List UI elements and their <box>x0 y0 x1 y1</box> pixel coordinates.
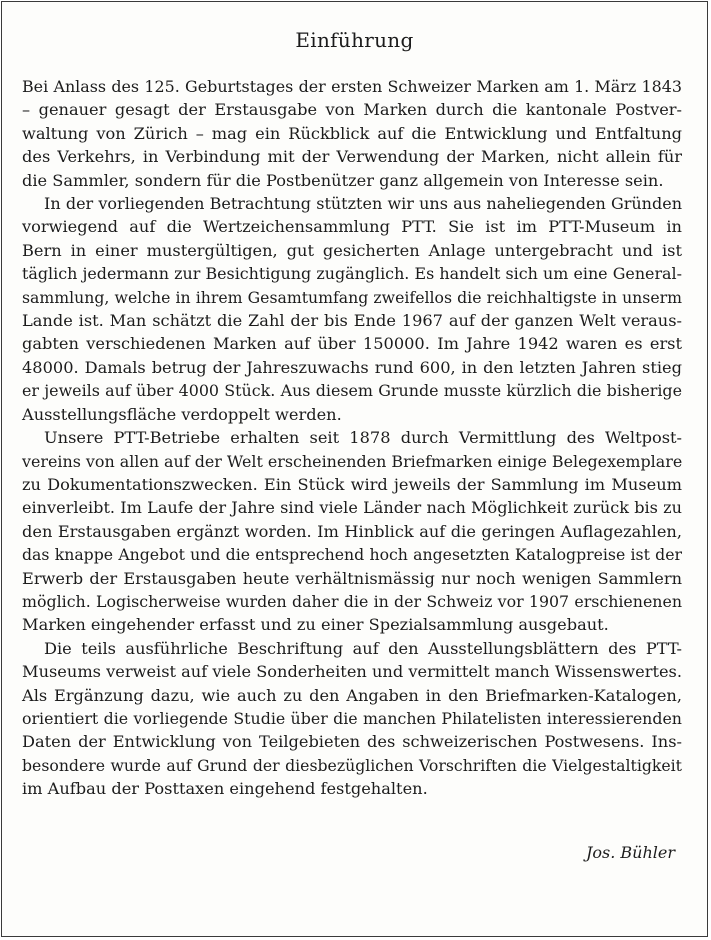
paragraph <box>22 637 682 801</box>
text-line: 48000. Damals betrug der Jahreszuwachs rund 600, in den letzten Jahren stieg <box>22 357 682 377</box>
text-line: vorwiegend auf die Wertzeichensammlung PTT. Sie ist im PTT-Museum in <box>22 217 682 237</box>
text-line: Lande ist. Man schätzt die Zahl der bis Ende 1967 auf der ganzen Welt veraus- <box>22 311 682 331</box>
paragraph <box>22 426 682 637</box>
text-line: orientiert die vorliegende Studie über die manchen Philatelisten interessierenden <box>22 708 682 728</box>
text-line: gabten verschiedenen Marken auf über 150000. Im Jahre 1942 waren es erst <box>22 334 682 354</box>
text-line: Museums verweist auf viele Sonderheiten und vermittelt manch Wissenswertes. <box>22 662 682 682</box>
text-line: vereins von allen auf der Welt erscheinenden Briefmarken einige Belegexemplare <box>22 451 683 471</box>
document-page <box>1 1 708 937</box>
text-line: einverleibt. Im Laufe der Jahre sind viele Länder nach Möglichkeit zurück bis zu <box>22 498 682 518</box>
text-line: Die teils ausführliche Beschriftung auf den Ausstellungsblättern des PTT- <box>44 638 682 658</box>
text-line: Unsere PTT-Betriebe erhalten seit 1878 durch Vermittlung des Weltpost- <box>44 428 682 448</box>
text-line: möglich. Logischerweise wurden daher die in der Schweiz vor 1907 erschienenen <box>22 591 682 611</box>
text-line: Als Ergänzung dazu, wie auch zu den Angaben in den Briefmarken-Katalogen, <box>22 685 682 705</box>
text-line: Bei Anlass des 125. Geburtstages der ersten Schweizer Marken am 1. März 1843 <box>22 77 682 96</box>
text-line: – genauer gesagt der Erstausgabe von Marken durch die kantonale Postver- <box>22 100 682 120</box>
paragraph <box>22 192 682 426</box>
text-line: den Erstausgaben ergänzt worden. Im Hinblick auf die geringen Auflagezahlen, <box>22 521 682 541</box>
text-line: Erwerb der Erstausgaben heute verhältnismässig nur noch wenigen Sammlern <box>22 568 682 588</box>
author-signature: Jos. Bühler <box>585 843 675 862</box>
document-body <box>22 75 682 801</box>
text-line: waltung von Zürich – mag ein Rückblick auf die Entwicklung und Entfaltung <box>22 123 682 143</box>
text-line: die Sammler, sondern für die Postbenützer ganz allgemein von Interesse sein. <box>22 170 664 190</box>
text-line: besondere wurde auf Grund der diesbezüglichen Vorschriften die Vielgestaltigkeit <box>22 755 682 775</box>
text-line: Bern in einer mustergültigen, gut gesicherten Anlage untergebracht und ist <box>22 240 682 260</box>
text-line: das knappe Angebot und die entsprechend hoch angesetzten Katalogpreise ist der <box>22 545 682 565</box>
text-line: im Aufbau der Posttaxen eingehend festgehalten. <box>22 779 428 799</box>
text-line: Daten der Entwicklung von Teilgebieten des schweizerischen Postwesens. Ins- <box>22 732 682 752</box>
text-line: täglich jedermann zur Besichtigung zugänglich. Es handelt sich um eine General- <box>22 264 682 284</box>
text-line: Marken eingehender erfasst und zu einer Spezialsammlung ausgebaut. <box>22 615 609 635</box>
text-line: In der vorliegenden Betrachtung stützten wir uns aus naheliegenden Gründen <box>44 194 682 214</box>
paragraph <box>22 75 682 192</box>
text-line: sammlung, welche in ihrem Gesamtumfang zweifellos die reichhaltigste in unserm <box>22 287 682 307</box>
text-line: des Verkehrs, in Verbindung mit der Verwendung der Marken, nicht allein für <box>22 147 682 167</box>
page-title: Einführung <box>295 28 414 52</box>
text-line: er jeweils auf über 4000 Stück. Aus diesem Grunde musste kürzlich die bisherige <box>22 381 682 401</box>
text-line: zu Dokumentationszwecken. Ein Stück wird jeweils der Sammlung im Museum <box>22 474 682 494</box>
text-line: Ausstellungsfläche verdoppelt werden. <box>22 404 342 424</box>
